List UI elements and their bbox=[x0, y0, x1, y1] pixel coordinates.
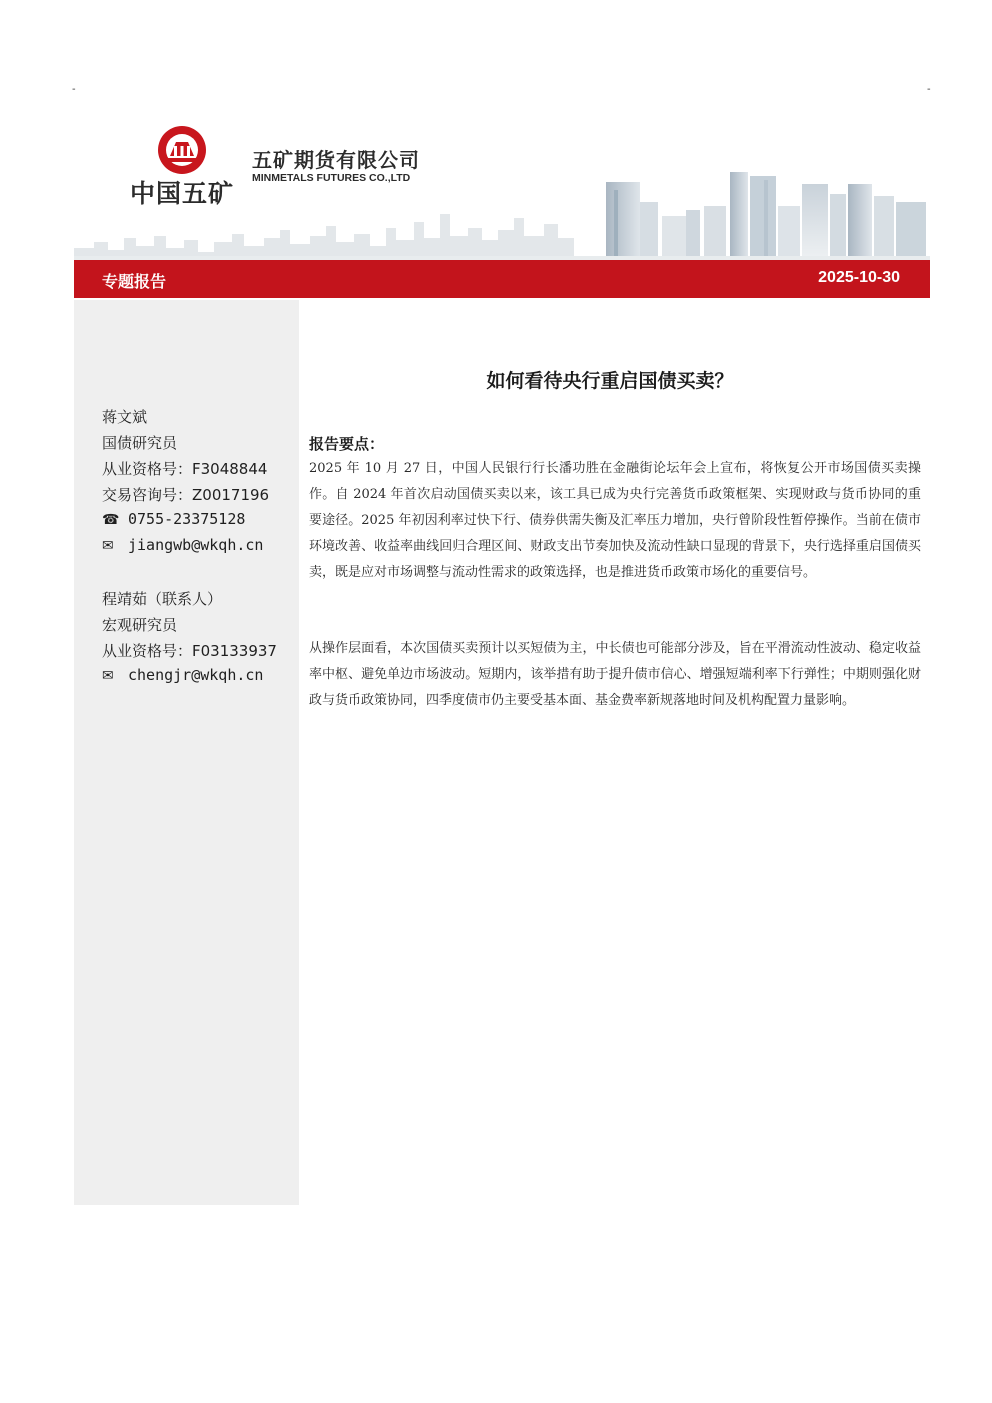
analyst-1-qualification: 从业资格号：F3048844 bbox=[102, 460, 268, 478]
report-header bbox=[74, 110, 930, 260]
minmetals-logo-icon bbox=[154, 124, 210, 176]
analyst-2-role: 宏观研究员 bbox=[102, 616, 178, 634]
analyst-1-phone[interactable]: 0755-23375128 bbox=[128, 510, 246, 528]
group-logo-text: 中国五矿 bbox=[130, 179, 235, 208]
analyst-2-email[interactable]: chengjr@wkqh.cn bbox=[128, 666, 264, 684]
analyst-1-name: 蒋文斌 bbox=[102, 408, 148, 426]
phone-icon: ☎ bbox=[102, 512, 120, 528]
analyst-1-phone-row bbox=[102, 510, 245, 528]
analyst-1-email[interactable]: jiangwb@wkqh.cn bbox=[128, 536, 264, 554]
company-name-en: MINMETALS FUTURES CO.,LTD bbox=[252, 172, 411, 184]
envelope-icon: ✉ bbox=[102, 668, 114, 684]
analyst-2-name: 程靖茹（联系人） bbox=[102, 590, 223, 608]
company-name-cn: 五矿期货有限公司 bbox=[252, 148, 420, 172]
summary-paragraph: 2025 年 10 月 27 日，中国人民银行行长潘功胜在金融街论坛年会上宣布，将恢复公开市场国债买卖操作。自 2024 年首次启动国债买卖以来，该工具已成为央行完善货币政策框架、实现财政与货币协同的重要途径。2025 年初因利率过快下行、债券供需失衡及汇率压力增加，央行曾阶段性暂停操作。当前在债市环境改善、收益率曲线回归合理区间、财政支出节奏加快及流动性缺口显现的背景下，央行选择重启国债买卖，既是应对市场调整与流动性需求的政策选择，也是推进货币政策市场化的重要信号。 bbox=[309, 461, 921, 580]
summary-heading: 报告要点： bbox=[309, 435, 385, 453]
report-type-label: 专题报告 bbox=[102, 272, 167, 291]
report-title: 如何看待央行重启国债买卖？ bbox=[486, 370, 734, 392]
analyst-2-email-row bbox=[102, 666, 263, 684]
analyst-1-consulting: 交易咨询号：Z0017196 bbox=[102, 486, 270, 504]
envelope-icon: ✉ bbox=[102, 538, 114, 554]
report-banner bbox=[74, 260, 930, 298]
analyst-1-role: 国债研究员 bbox=[102, 434, 178, 452]
analyst-2-qualification: 从业资格号：F03133937 bbox=[102, 642, 277, 660]
contact-sidebar bbox=[74, 300, 299, 1205]
corner-mark-right: - bbox=[927, 84, 931, 95]
report-date: 2025-10-30 bbox=[818, 269, 900, 286]
analyst-1-email-row bbox=[102, 536, 263, 554]
corner-mark-left: - bbox=[72, 84, 76, 95]
summary-paragraph: 从操作层面看，本次国债买卖预计以买短债为主，中长债也可能部分涉及，旨在平滑流动性波动、稳定收益率中枢、避免单边市场波动。短期内，该举措有助于提升债市信心、增强短端利率下行弹性；中期则强化财政与货币政策协同，四季度债市仍主要受基本面、基金费率新规落地时间及机构配置力量影响。 bbox=[309, 641, 921, 708]
